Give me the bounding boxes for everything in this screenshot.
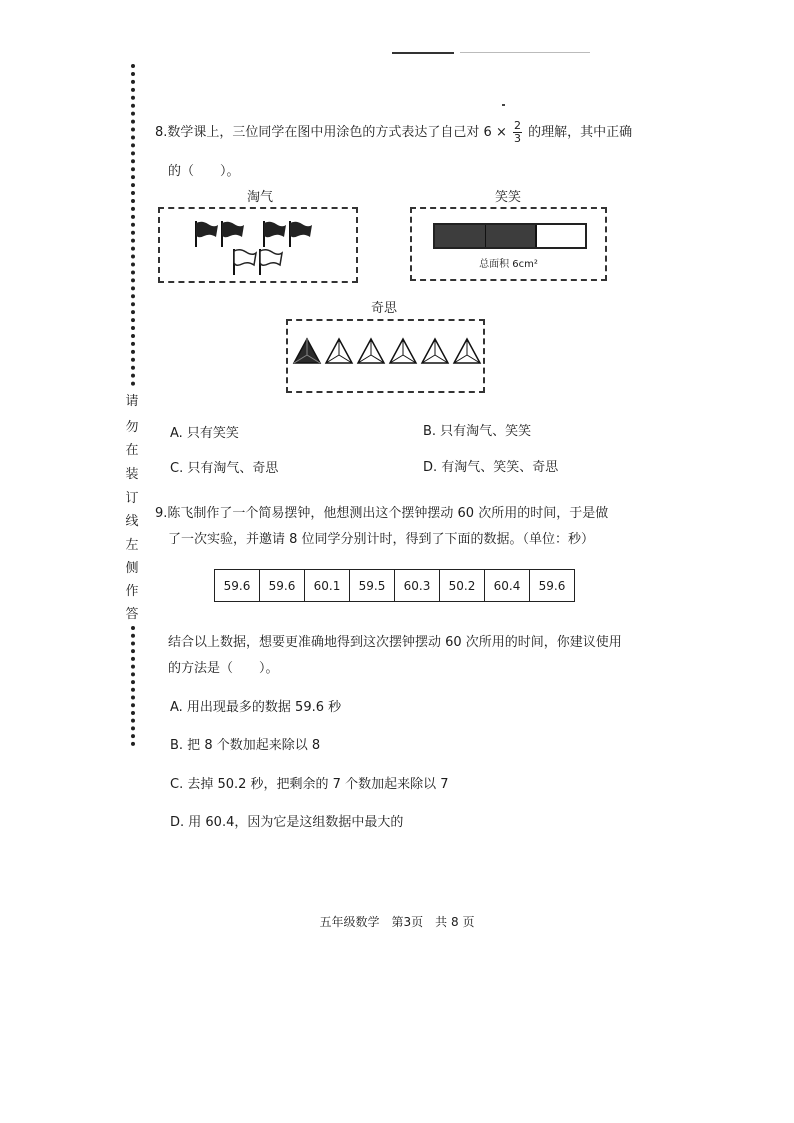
q9-option-d[interactable]: D. 用 60.4，因为它是这组数据中最大的: [170, 815, 404, 830]
flags-figure: [160, 209, 356, 281]
flag-shaded-icon: [222, 221, 244, 247]
binding-note-char: 请: [125, 394, 139, 409]
panel-qisi-title: 奇思: [370, 301, 397, 316]
binding-note-char: 装: [125, 467, 139, 482]
area-bar-divider: [485, 225, 486, 247]
flag-shaded-icon: [264, 221, 286, 247]
flag-shaded-icon: [290, 221, 312, 247]
q8-stem-line1: [155, 120, 632, 145]
binding-note-char: 侧: [125, 561, 139, 576]
q8-stem-pre: 8.数学课上，三位同学在图中用涂色的方式表达了自己对: [155, 125, 480, 140]
q9-stem-line1: 9.陈飞制作了一个简易摆钟，他想测出这个摆钟摆动 60 次所用的时间，于是做: [155, 506, 609, 521]
q8-option-a[interactable]: A. 只有笑笑: [170, 426, 239, 441]
panel-xiaoxiao: [410, 207, 607, 281]
table-cell: 60.3: [395, 570, 440, 602]
q8-stem-line2: 的（ ）。: [168, 164, 240, 179]
area-bar-caption: 总面积 6cm²: [479, 259, 538, 270]
q9-option-b[interactable]: B. 把 8 个数加起来除以 8: [170, 738, 321, 753]
top-scan-line: [392, 52, 454, 54]
binding-note-char: 勿: [125, 420, 139, 435]
triangle-outline-icon: [422, 339, 448, 363]
area-bar-divider: [535, 225, 537, 247]
q8-fraction: [513, 120, 522, 145]
table-cell: 59.6: [530, 570, 575, 602]
binding-note-char: 在: [125, 443, 139, 458]
table-row: [215, 570, 575, 602]
q9-option-c[interactable]: C. 去掉 50.2 秒，把剩余的 7 个数加起来除以 7: [170, 777, 449, 792]
triangle-shaded-icon: [294, 339, 320, 363]
q9-stem-line2: 了一次实验，并邀请 8 位同学分别计时，得到了下面的数据。（单位：秒）: [168, 532, 595, 547]
triangles-figure: [288, 321, 483, 391]
flag-outline-icon: [260, 249, 282, 275]
table-cell: 59.5: [350, 570, 395, 602]
q9-stem-line3: 结合以上数据，想要更准确地得到这次摆钟摆动 60 次所用的时间，你建议使用: [168, 635, 622, 650]
panel-xiaoxiao-title: 笑笑: [494, 190, 521, 205]
q8-option-c[interactable]: C. 只有淘气、奇思: [170, 461, 279, 476]
binding-note-char: 答: [125, 607, 139, 622]
triangle-outline-icon: [390, 339, 416, 363]
q8-expression: 6 ×: [483, 125, 507, 140]
q9-stem-line4: 的方法是（ ）。: [168, 661, 279, 676]
table-cell: 60.4: [485, 570, 530, 602]
panel-qisi: [286, 319, 485, 393]
top-scan-line-faint: [460, 52, 590, 53]
binding-dashed-line-bottom: [131, 626, 139, 746]
page-footer: 五年级数学 第3页 共 8 页: [319, 915, 475, 929]
flag-shaded-icon: [196, 221, 218, 247]
q9-option-a[interactable]: A. 用出现最多的数据 59.6 秒: [170, 700, 342, 715]
triangle-outline-icon: [358, 339, 384, 363]
q8-stem-post: 的理解，其中正确: [528, 125, 633, 140]
binding-dashed-line-top: [131, 64, 139, 386]
table-cell: 59.6: [260, 570, 305, 602]
triangle-outline-icon: [454, 339, 480, 363]
q8-option-b[interactable]: B. 只有淘气、笑笑: [423, 424, 532, 439]
panel-taoqi-title: 淘气: [246, 190, 273, 205]
q8-fraction-numerator: 2: [513, 119, 521, 132]
table-cell: 59.6: [215, 570, 260, 602]
table-cell: 50.2: [440, 570, 485, 602]
panel-taoqi: [158, 207, 358, 283]
table-cell: 60.1: [305, 570, 350, 602]
triangle-outline-icon: [326, 339, 352, 363]
flag-outline-icon: [234, 249, 256, 275]
binding-note-char: 订: [125, 491, 139, 506]
area-bar: [433, 223, 587, 249]
q8-option-d[interactable]: D. 有淘气、笑笑、奇思: [423, 460, 559, 475]
binding-note-char: 线: [125, 514, 139, 529]
timing-data-table: [214, 569, 575, 602]
binding-note-char: 左: [125, 538, 139, 553]
scan-dot: [502, 104, 505, 106]
binding-note-char: 作: [125, 584, 139, 599]
q8-fraction-denominator: 3: [513, 132, 521, 145]
